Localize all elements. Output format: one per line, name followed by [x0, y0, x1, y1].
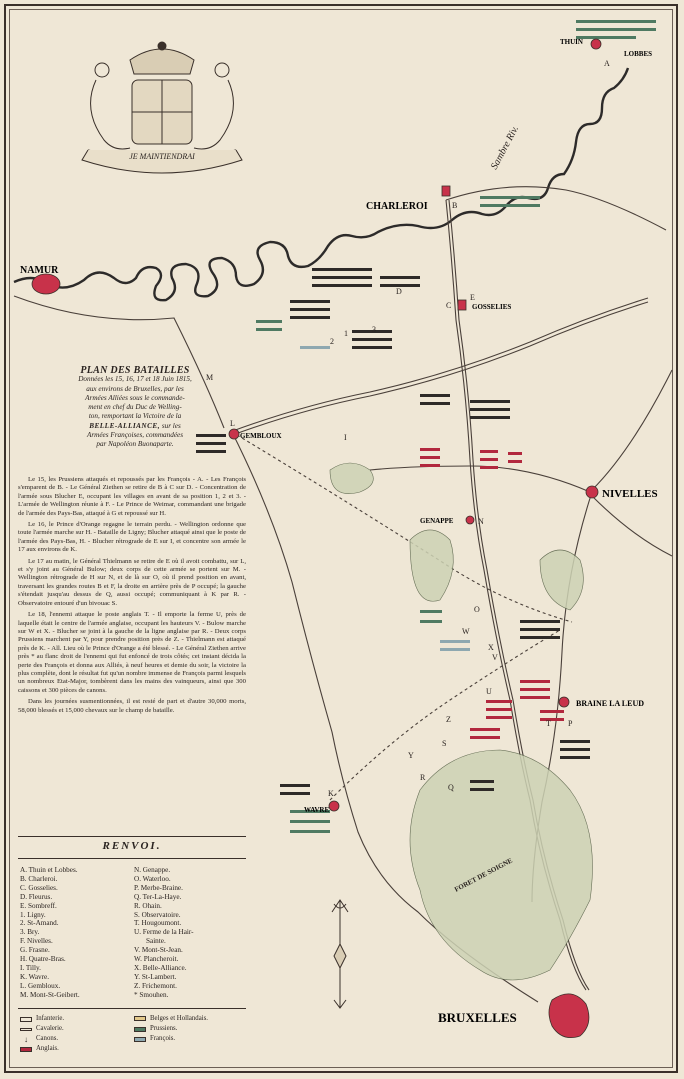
- renvoi-left-column: [20, 866, 80, 1000]
- renvoi-title: RENVOI.: [102, 840, 162, 852]
- legend-item: H. Quatre-Bras.: [20, 955, 66, 964]
- narrative-paragraph: Le 18, l'ennemi attaque le poste anglais T. - Il emporte la ferme U, près de laquelle était le centre de l'armée anglaise, occupant les hauteurs V. - Bulow marche sur W et X. - Blucher se joint à la gauche de la ligne anglaise par R. - Deux corps Prussiens marchent par Y, pour prendre position près de Z. - Thielmann est attaqué près de K. - All. Lieu où le Prince d'Orange a été blessé. - Le Général Ziethen arrive près * au flanc droit de l'ennemi qui fut enfoncé de trois côtés; cet instant décida la perte des François et donna aux Alliés, à neuf heures et demie du soir, la victoire la plus complète, dont le résultat fut qu'un nombre immense de François parmi lesquels un nombreux Etat-Major, tombèrent dans les mains des vainqueurs, ainsi que 300 caissons et 300 pièces de canons.: [18, 611, 246, 694]
- bruxelles-label: BRUXELLES: [438, 1010, 517, 1025]
- legend-item: M. Mont-St-Geibert.: [20, 990, 80, 999]
- genappe-label: GENAPPE: [420, 517, 454, 525]
- letter-C: C: [446, 301, 452, 310]
- legend-item: 1. Ligny.: [20, 910, 46, 919]
- key-label: Anglais.: [36, 1045, 59, 1052]
- letter-K: K: [328, 789, 334, 798]
- thuin-label: THUIN: [560, 38, 583, 46]
- map-key-letters: [206, 59, 610, 798]
- nivelles-label: NIVELLES: [602, 488, 658, 500]
- key-label: François.: [150, 1035, 176, 1042]
- symbol-key-right: [134, 1014, 234, 1044]
- letter-O: O: [474, 605, 480, 614]
- lobbes-label: LOBBES: [624, 50, 653, 58]
- motto-text: JE MAINTIENDRAI: [129, 152, 195, 161]
- divider: [18, 836, 246, 837]
- braine-label: BRAINE LA LEUD: [576, 699, 645, 708]
- legend-item: Z. Frichemont.: [134, 981, 177, 990]
- legend-item: T. Hougoumont.: [134, 919, 182, 928]
- troops-belgian: [300, 346, 470, 651]
- map-title-block: [24, 366, 246, 450]
- letter-E: E: [470, 293, 475, 302]
- map-title: PLAN DES BATAILLES: [80, 365, 190, 376]
- legend-item: 3. Bry.: [20, 928, 40, 937]
- river-sambre-meuse: [14, 68, 628, 300]
- genappe-marker: [466, 516, 474, 524]
- letter-I: I: [344, 433, 347, 442]
- troops-allied: [196, 268, 590, 795]
- key-label: Prussiens.: [150, 1025, 178, 1032]
- letter-B: B: [452, 201, 458, 210]
- infantry-swatch: [20, 1017, 32, 1022]
- legend-item: I. Tilly.: [20, 963, 41, 972]
- legend-item: D. Fleurus.: [20, 892, 53, 901]
- forest-label: FORET DE SOIGNE: [453, 856, 514, 894]
- key-label: Infanterie.: [36, 1015, 65, 1022]
- legend-item: * Smouhen.: [134, 990, 169, 999]
- nivelles-marker: [586, 486, 598, 498]
- legend-item: O. Waterloo.: [134, 874, 171, 883]
- symbol-key-left: [20, 1014, 64, 1054]
- legend-item: A. Thuin et Lobbes.: [20, 866, 78, 874]
- legend-item: S. Observatoire.: [134, 910, 181, 919]
- legend-item: E. Sombreff.: [20, 901, 57, 910]
- key-label: Cavalerie.: [36, 1025, 64, 1032]
- legend-item: W. Plancheroit.: [134, 955, 179, 964]
- gosselies-label: GOSSELIES: [472, 303, 512, 311]
- letter-1: 1: [344, 329, 348, 338]
- legend-item: 2. St-Amand.: [20, 919, 59, 928]
- legend-item: R. Ohain.: [134, 901, 162, 910]
- cavalry-swatch: [20, 1028, 32, 1031]
- narrative-paragraph: Le 15, les Prussiens attaqués et repoussés par les François - A. - Les François s'emparent de B. - Le Général Ziethen se retire de B à C sur D. - Concentration de l'armée sous Blucher E, occupant les villages en avant de sa position 1, 2 et 3. - L'armée de Wellington réunie à F. - Le Prince de Weimar, commandant une brigade de l'armée des Pays-Bas, attaqué à G et repoussé sur H.: [18, 476, 246, 517]
- namur-marker: [32, 274, 60, 294]
- key-label: Belges et Hollandais.: [150, 1015, 208, 1022]
- renvoi-right-column: [134, 866, 194, 1000]
- letter-Z: Z: [446, 715, 451, 724]
- letter-R: R: [420, 773, 426, 782]
- legend-item: V. Mont-St-Jean.: [134, 946, 183, 955]
- title-line-5: ton, remportant la Victoire de la: [88, 412, 182, 421]
- title-line-4: ment en chef du Duc de Welling-: [88, 403, 182, 412]
- letter-U: U: [486, 687, 492, 696]
- legend-item: P. Merbe-Braine.: [134, 883, 183, 892]
- charleroi-label: CHARLEROI: [366, 201, 428, 212]
- legend-item: L. Gembloux.: [20, 981, 61, 990]
- letter-S: S: [442, 739, 447, 748]
- letter-P: P: [568, 719, 573, 728]
- letter-Y: Y: [408, 751, 414, 760]
- title-line-6b: sur les: [160, 421, 181, 430]
- legend-item: F. Nivelles.: [20, 937, 53, 946]
- divider: [18, 1008, 246, 1009]
- legend-item: X. Belle-Alliance.: [134, 963, 187, 972]
- letter-Q: Q: [448, 783, 454, 792]
- letter-N: N: [478, 517, 484, 526]
- sambre-label: Sambre Riv.: [488, 124, 522, 172]
- letter-L: L: [230, 419, 235, 428]
- legend-item: G. Frasne.: [20, 946, 50, 955]
- title-line-2: aux environs de Bruxelles, par les: [86, 384, 184, 393]
- belgian-swatch: [134, 1016, 146, 1021]
- bruxelles-marker: [549, 994, 589, 1038]
- letter-X: X: [488, 643, 494, 652]
- charleroi-marker: [442, 186, 450, 196]
- narrative-paragraph: Le 17 au matin, le Général Thielmann se retire de E où il avoit combattu, sur L, et s'y joint au Général Bulow; deux corps de cette armée se portent sur M. - Wellington rétrograde de H sur N, et de là sur O, où il prend position en avant, traversant les grandes routes B et F, la droite en arrière près de P occupé; la gauche s'étendait jusqu'au dessus de Q, aussi occupé; communiquant à K par R. - Observatoire entouré d'un bivouac S.: [18, 557, 246, 607]
- french-swatch: [134, 1037, 146, 1042]
- letter-W: W: [462, 627, 470, 636]
- legend-item: K. Wavre.: [20, 972, 50, 981]
- title-line-7: Armées Françoises, commandées: [86, 431, 183, 440]
- legend-item: N. Genappe.: [134, 866, 171, 874]
- title-line-8: par Napoléon Buonaparte.: [96, 440, 174, 449]
- key-label: Canons.: [36, 1035, 59, 1042]
- gembloux-label: GEMBLOUX: [240, 432, 282, 440]
- divider: [18, 858, 246, 859]
- legend-item: Sainte.: [146, 937, 166, 946]
- letter-A: A: [604, 59, 610, 68]
- letter-T: T: [546, 719, 551, 728]
- title-line-3: Armées Alliées sous le commande-: [85, 393, 185, 402]
- letter-M: M: [206, 373, 214, 382]
- prussian-swatch: [134, 1027, 146, 1032]
- title-line-1: Données les 15, 16, 17 et 18 Juin 1815,: [78, 375, 192, 384]
- title-line-6: BELLE-ALLIANCE,: [89, 421, 161, 430]
- letter-3: 3: [372, 325, 376, 334]
- legend-item: Q. Ter-La-Haye.: [134, 892, 182, 901]
- cannon-icon: ↓: [24, 1034, 28, 1044]
- legend-item: B. Charleroi.: [20, 874, 58, 883]
- letter-D: D: [396, 287, 402, 296]
- legend-item: Y. St-Lambert.: [134, 972, 177, 981]
- wavre-marker: [329, 801, 339, 811]
- legend-item: U. Ferme de la Hair-: [134, 928, 194, 937]
- braine-marker: [559, 697, 569, 707]
- english-swatch: [20, 1047, 32, 1052]
- gosselies-marker: [458, 300, 466, 310]
- namur-label: NAMUR: [20, 265, 59, 276]
- troops-prussian: [256, 20, 656, 833]
- narrative-paragraph: Dans les journées susmentionnées, il est resté de part et d'autre 30,000 morts, 58,000 blessés et 15,000 chevaux sur le champ de bataille.: [18, 698, 246, 714]
- legend-item: C. Gosselies.: [20, 883, 58, 892]
- letter-2: 2: [330, 337, 334, 346]
- battle-narrative: [18, 476, 246, 718]
- wavre-label: WAVRE: [304, 806, 330, 814]
- forest-de-soigne: [330, 463, 593, 980]
- north-arrow-icon: [332, 900, 348, 1008]
- thuin-marker: [591, 39, 601, 49]
- narrative-paragraph: Le 16, le Prince d'Orange regagne le terrain perdu. - Wellington ordonne que toute l'armée marche sur H. - Bataille de Ligny; Blucher attaqué ainsi que le poste de l'armée des Pays-Bas, H. - Blucher rétrograde de E sur I, et concentre son armée le 17 aux environs de K.: [18, 521, 246, 554]
- letter-V: V: [492, 653, 498, 662]
